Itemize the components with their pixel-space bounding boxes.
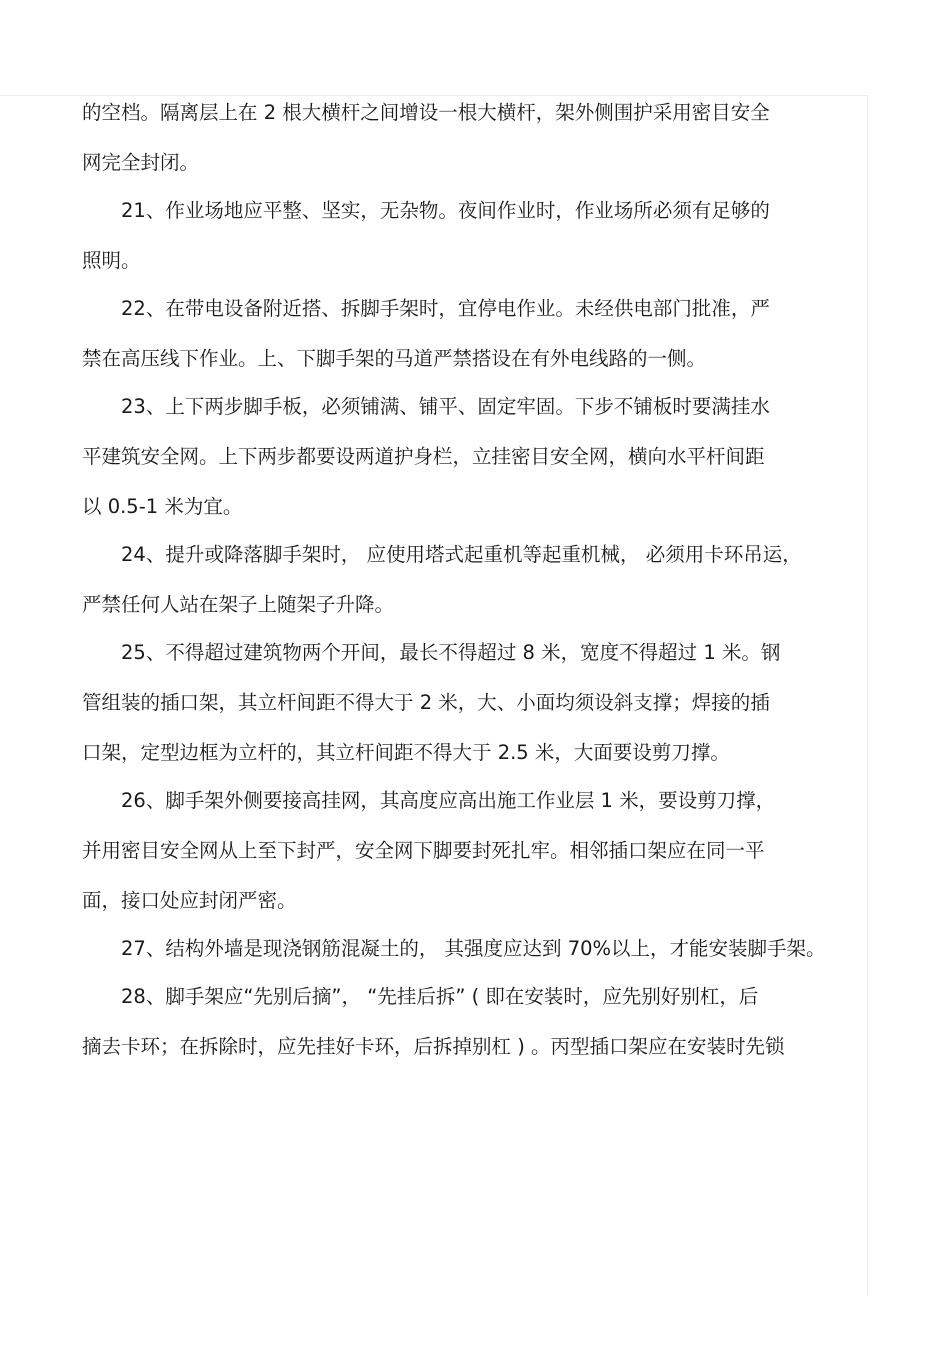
paragraph-22 [82,296,872,371]
text-line: 网完全封闭。 [82,151,200,174]
text-line: 以 0.5-1 米为宜。 [82,495,243,518]
text-line: 22、在带电设备附近搭、拆脚手架时，宜停电作业。未经供电部门批准，严 [121,297,770,320]
text-line: 面，接口处应封闭严密。 [82,889,297,912]
text-line: 照明。 [82,249,141,272]
text-line: 平建筑安全网。上下两步都要设两道护身栏，立挂密目安全网，横向水平杆间距 [82,445,765,468]
paragraph-28 [82,984,872,1059]
text-line: 27、结构外墙是现浇钢筋混凝土的， 其强度应达到 70%以上，才能安装脚手架。 [121,937,826,960]
text-line: 25、不得超过建筑物两个开间，最长不得超过 8 米，宽度不得超过 1 米。钢 [121,641,781,664]
text-line: 并用密目安全网从上至下封严，安全网下脚要封死扎牢。相邻插口架应在同一平 [82,839,765,862]
paragraph-27 [82,936,872,961]
paragraph-23 [82,394,872,519]
document-body [82,100,872,1082]
text-line: 严禁任何人站在架子上随架子升降。 [82,593,395,616]
text-line: 禁在高压线下作业。上、下脚手架的马道严禁搭设在有外电线路的一侧。 [82,347,707,370]
text-line: 28、脚手架应“先别后摘”， “先挂后拆” ( 即在安装时，应先别好别杠，后 [121,985,759,1008]
text-line: 的空档。隔离层上在 2 根大横杆之间增设一根大横杆，架外侧围护采用密目安全 [82,101,770,124]
paragraph-21 [82,198,872,273]
text-line: 24、提升或降落脚手架时， 应使用塔式起重机等起重机械， 必须用卡环吊运， [121,543,802,566]
text-line: 摘去卡环；在拆除时，应先挂好卡环，后拆掉别杠 ) 。丙型插口架应在安装时先锁 [82,1035,785,1058]
paragraph-20-continued [82,100,872,175]
text-line: 26、脚手架外侧要接高挂网，其高度应高出施工作业层 1 米，要设剪刀撑， [121,789,776,812]
text-line: 管组装的插口架，其立杆间距不得大于 2 米，大、小面均须设斜支撑；焊接的插 [82,691,770,714]
paragraph-24 [82,542,872,617]
text-line: 口架，定型边框为立杆的，其立杆间距不得大于 2.5 米，大面要设剪刀撑。 [82,741,730,764]
text-line: 23、上下两步脚手板，必须铺满、铺平、固定牢固。下步不铺板时要满挂水 [121,395,770,418]
paragraph-25 [82,640,872,765]
text-line: 21、作业场地应平整、坚实，无杂物。夜间作业时，作业场所必须有足够的 [121,199,770,222]
paragraph-26 [82,788,872,913]
